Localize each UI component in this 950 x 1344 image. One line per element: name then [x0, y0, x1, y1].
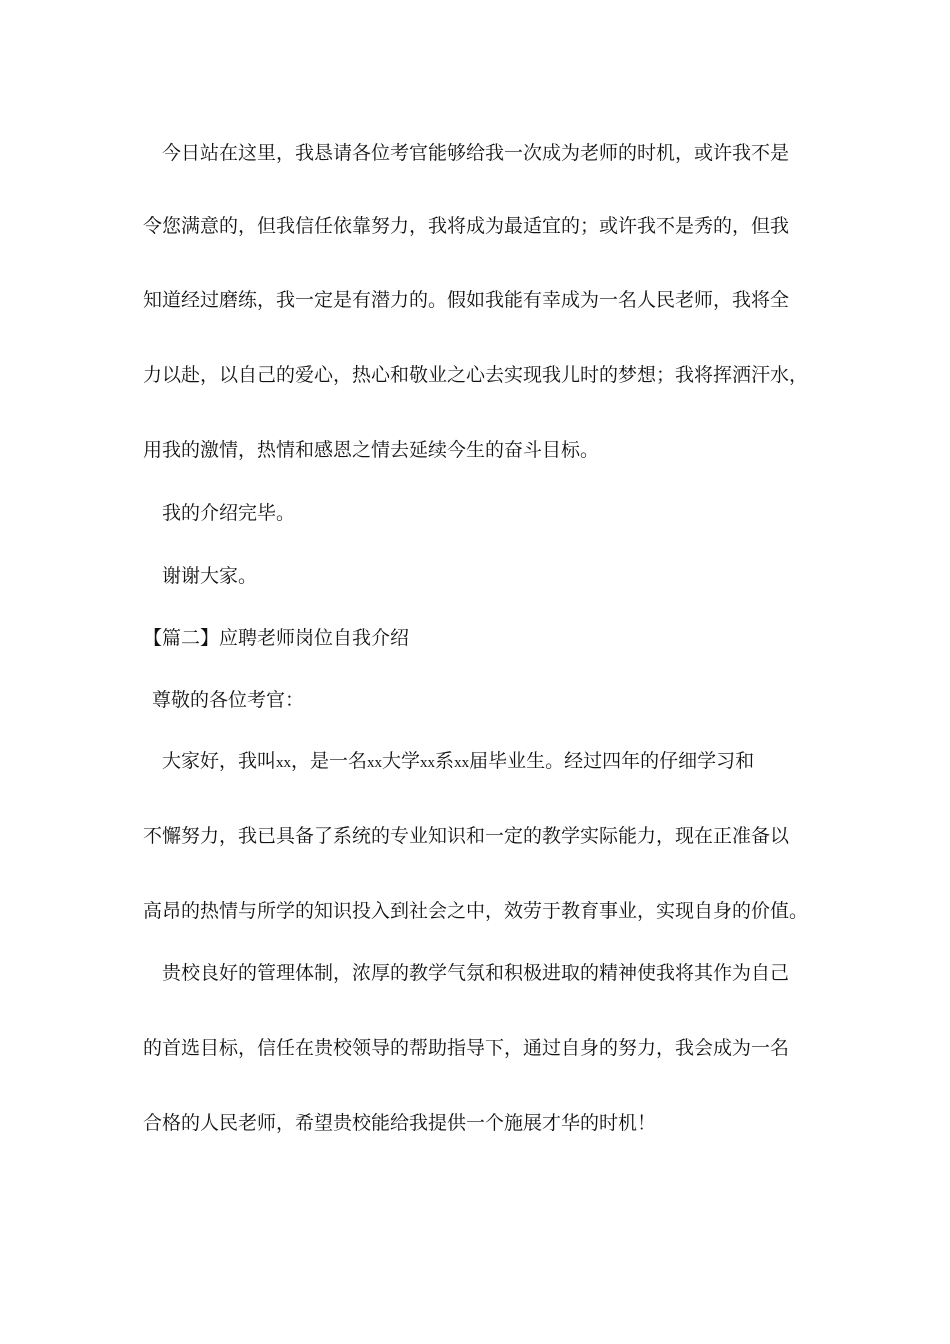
placeholder-xx: xx: [367, 755, 383, 771]
closing-line: 我的介绍完毕。: [162, 502, 296, 524]
placeholder-xx: xx: [276, 755, 292, 771]
salutation-line: 尊敬的各位考官：: [152, 689, 305, 711]
placeholder-xx: xx: [454, 755, 470, 771]
text-segment: 系: [435, 750, 455, 772]
text-segment: ，是一名: [291, 750, 368, 772]
placeholder-xx: xx: [420, 755, 436, 771]
paragraph-line: 今日站在这里，我恳请各位考官能够给我一次成为老师的时机，或许我不是: [162, 142, 790, 164]
paragraph-line: 知道经过磨练，我一定是有潜力的。假如我能有幸成为一名人民老师，我将全: [143, 289, 790, 311]
text-segment: 大家好，我叫: [162, 750, 277, 772]
text-segment: 届毕业生。经过四年的仔细学习和: [469, 750, 755, 772]
section-heading: 【篇二】应聘老师岗位自我介绍: [143, 627, 410, 649]
thanks-line: 谢谢大家。: [162, 565, 258, 587]
paragraph-line: 贵校良好的管理体制，浓厚的教学气氛和积极进取的精神使我将其作为自己: [162, 962, 790, 984]
paragraph-line: 的首选目标，信任在贵校领导的帮助指导下，通过自身的努力，我会成为一名: [143, 1037, 790, 1059]
paragraph-line: 令您满意的，但我信任依靠努力，我将成为最适宜的；或许我不是秀的，但我: [143, 215, 790, 237]
paragraph-line: 力以赴，以自己的爱心，热心和敬业之心去实现我儿时的梦想；我将挥洒汗水，: [143, 364, 809, 386]
paragraph-line: 合格的人民老师，希望贵校能给我提供一个施展才华的时机！: [143, 1112, 657, 1134]
paragraph-line: 不懈努力，我已具备了系统的专业知识和一定的教学实际能力，现在正准备以: [143, 825, 790, 847]
text-segment: 大学: [382, 750, 421, 772]
paragraph-line: 高昂的热情与所学的知识投入到社会之中，效劳于教育事业，实现自身的价值。: [143, 900, 809, 922]
paragraph-line: [162, 748, 832, 776]
paragraph-line: 用我的激情，热情和感恩之情去延续今生的奋斗目标。: [143, 439, 600, 461]
